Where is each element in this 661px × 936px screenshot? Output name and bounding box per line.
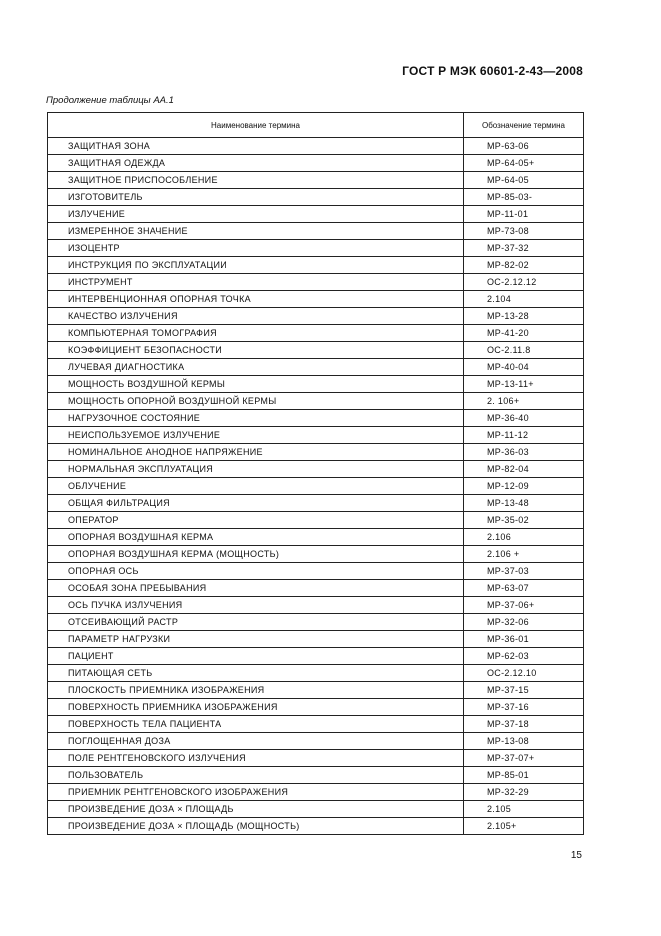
table-row: [48, 274, 584, 291]
term-designation-cell: МР-85-01: [464, 767, 584, 784]
table-row: [48, 597, 584, 614]
term-name-cell: ЗАЩИТНАЯ ЗОНА: [48, 138, 464, 155]
term-designation-cell: МР-13-28: [464, 308, 584, 325]
term-designation-cell: МР-13-11+: [464, 376, 584, 393]
table-row: [48, 818, 584, 835]
term-designation-cell: МР-12-09: [464, 478, 584, 495]
term-name-cell: КОЭФФИЦИЕНТ БЕЗОПАСНОСТИ: [48, 342, 464, 359]
term-name-cell: КОМПЬЮТЕРНАЯ ТОМОГРАФИЯ: [48, 325, 464, 342]
term-name-cell: ИНТЕРВЕНЦИОННАЯ ОПОРНАЯ ТОЧКА: [48, 291, 464, 308]
term-name-cell: ПОВЕРХНОСТЬ ПРИЕМНИКА ИЗОБРАЖЕНИЯ: [48, 699, 464, 716]
table-row: [48, 410, 584, 427]
table-row: [48, 716, 584, 733]
term-designation-cell: МР-13-08: [464, 733, 584, 750]
term-name-cell: ПРОИЗВЕДЕНИЕ ДОЗА × ПЛОЩАДЬ (МОЩНОСТЬ): [48, 818, 464, 835]
table-row: [48, 563, 584, 580]
table-row: [48, 138, 584, 155]
table-row: [48, 155, 584, 172]
term-name-cell: МОЩНОСТЬ ВОЗДУШНОЙ КЕРМЫ: [48, 376, 464, 393]
term-designation-cell: МР-41-20: [464, 325, 584, 342]
table-row: [48, 223, 584, 240]
table-row: [48, 682, 584, 699]
column-header-term-name: Наименование термина: [48, 113, 464, 138]
term-name-cell: ОПОРНАЯ ВОЗДУШНАЯ КЕРМА (МОЩНОСТЬ): [48, 546, 464, 563]
table-row: [48, 291, 584, 308]
term-name-cell: ИЗМЕРЕННОЕ ЗНАЧЕНИЕ: [48, 223, 464, 240]
table-row: [48, 580, 584, 597]
term-designation-cell: МР-63-06: [464, 138, 584, 155]
term-name-cell: ПЛОСКОСТЬ ПРИЕМНИКА ИЗОБРАЖЕНИЯ: [48, 682, 464, 699]
term-name-cell: ИЗОЦЕНТР: [48, 240, 464, 257]
term-designation-cell: 2. 106+: [464, 393, 584, 410]
term-designation-cell: МР-37-18: [464, 716, 584, 733]
term-designation-cell: МР-63-07: [464, 580, 584, 597]
table-row: [48, 206, 584, 223]
term-designation-cell: ОС-2.11.8: [464, 342, 584, 359]
term-designation-cell: МР-13-48: [464, 495, 584, 512]
term-designation-cell: МР-82-02: [464, 257, 584, 274]
term-name-cell: ПОГЛОЩЕННАЯ ДОЗА: [48, 733, 464, 750]
term-designation-cell: МР-64-05: [464, 172, 584, 189]
table-row: [48, 784, 584, 801]
table-row: [48, 495, 584, 512]
term-designation-cell: ОС-2.12.10: [464, 665, 584, 682]
term-name-cell: ОСОБАЯ ЗОНА ПРЕБЫВАНИЯ: [48, 580, 464, 597]
table-row: [48, 342, 584, 359]
document-standard-header: ГОСТ Р МЭК 60601-2-43—2008: [402, 64, 583, 78]
table-row: [48, 546, 584, 563]
term-designation-cell: МР-37-06+: [464, 597, 584, 614]
table-row: [48, 257, 584, 274]
term-designation-cell: МР-11-12: [464, 427, 584, 444]
term-designation-cell: МР-62-03: [464, 648, 584, 665]
table-row: [48, 444, 584, 461]
term-designation-cell: МР-82-04: [464, 461, 584, 478]
table-row: [48, 189, 584, 206]
term-designation-cell: 2.104: [464, 291, 584, 308]
table-row: [48, 614, 584, 631]
term-name-cell: ОПЕРАТОР: [48, 512, 464, 529]
term-name-cell: НОМИНАЛЬНОЕ АНОДНОЕ НАПРЯЖЕНИЕ: [48, 444, 464, 461]
table-row: [48, 393, 584, 410]
table-row: [48, 648, 584, 665]
term-name-cell: ОБЩАЯ ФИЛЬТРАЦИЯ: [48, 495, 464, 512]
term-designation-cell: МР-36-40: [464, 410, 584, 427]
term-name-cell: ЗАЩИТНАЯ ОДЕЖДА: [48, 155, 464, 172]
term-name-cell: ИЗГОТОВИТЕЛЬ: [48, 189, 464, 206]
term-name-cell: ПРИЕМНИК РЕНТГЕНОВСКОГО ИЗОБРАЖЕНИЯ: [48, 784, 464, 801]
table-row: [48, 631, 584, 648]
term-name-cell: КАЧЕСТВО ИЗЛУЧЕНИЯ: [48, 308, 464, 325]
term-designation-cell: ОС-2.12.12: [464, 274, 584, 291]
term-designation-cell: МР-36-03: [464, 444, 584, 461]
term-name-cell: ПИТАЮЩАЯ СЕТЬ: [48, 665, 464, 682]
terms-table: [47, 112, 584, 835]
term-name-cell: ОПОРНАЯ ВОЗДУШНАЯ КЕРМА: [48, 529, 464, 546]
term-name-cell: ИЗЛУЧЕНИЕ: [48, 206, 464, 223]
term-designation-cell: МР-64-05+: [464, 155, 584, 172]
table-row: [48, 512, 584, 529]
term-name-cell: ИНСТРУМЕНТ: [48, 274, 464, 291]
term-name-cell: ПАЦИЕНТ: [48, 648, 464, 665]
term-name-cell: МОЩНОСТЬ ОПОРНОЙ ВОЗДУШНОЙ КЕРМЫ: [48, 393, 464, 410]
term-designation-cell: МР-85-03-: [464, 189, 584, 206]
term-name-cell: ОПОРНАЯ ОСЬ: [48, 563, 464, 580]
term-designation-cell: МР-37-32: [464, 240, 584, 257]
table-row: [48, 767, 584, 784]
term-designation-cell: МР-36-01: [464, 631, 584, 648]
term-designation-cell: МР-37-07+: [464, 750, 584, 767]
term-designation-cell: МР-37-16: [464, 699, 584, 716]
table-row: [48, 529, 584, 546]
table-row: [48, 376, 584, 393]
term-name-cell: ПОЛЬЗОВАТЕЛЬ: [48, 767, 464, 784]
term-designation-cell: МР-37-03: [464, 563, 584, 580]
term-name-cell: НОРМАЛЬНАЯ ЭКСПЛУАТАЦИЯ: [48, 461, 464, 478]
table-row: [48, 750, 584, 767]
column-header-term-designation: Обозначение термина: [464, 113, 584, 138]
term-name-cell: ЛУЧЕВАЯ ДИАГНОСТИКА: [48, 359, 464, 376]
table-row: [48, 733, 584, 750]
term-designation-cell: МР-37-15: [464, 682, 584, 699]
table-row: [48, 461, 584, 478]
table-row: [48, 665, 584, 682]
term-name-cell: ИНСТРУКЦИЯ ПО ЭКСПЛУАТАЦИИ: [48, 257, 464, 274]
term-designation-cell: 2.106 +: [464, 546, 584, 563]
term-designation-cell: МР-11-01: [464, 206, 584, 223]
terms-table-body: [48, 138, 584, 835]
term-name-cell: НЕИСПОЛЬЗУЕМОЕ ИЗЛУЧЕНИЕ: [48, 427, 464, 444]
table-row: [48, 172, 584, 189]
term-designation-cell: 2.105: [464, 801, 584, 818]
term-name-cell: ОБЛУЧЕНИЕ: [48, 478, 464, 495]
term-designation-cell: 2.105+: [464, 818, 584, 835]
table-row: [48, 240, 584, 257]
term-designation-cell: МР-32-06: [464, 614, 584, 631]
term-name-cell: ПОВЕРХНОСТЬ ТЕЛА ПАЦИЕНТА: [48, 716, 464, 733]
term-name-cell: ПОЛЕ РЕНТГЕНОВСКОГО ИЗЛУЧЕНИЯ: [48, 750, 464, 767]
term-designation-cell: МР-32-29: [464, 784, 584, 801]
table-row: [48, 325, 584, 342]
table-header-row: [48, 113, 584, 138]
term-name-cell: НАГРУЗОЧНОЕ СОСТОЯНИЕ: [48, 410, 464, 427]
term-name-cell: ОТСЕИВАЮЩИЙ РАСТР: [48, 614, 464, 631]
term-name-cell: ПРОИЗВЕДЕНИЕ ДОЗА × ПЛОЩАДЬ: [48, 801, 464, 818]
page-number: 15: [570, 850, 582, 861]
table-row: [48, 478, 584, 495]
term-name-cell: ОСЬ ПУЧКА ИЗЛУЧЕНИЯ: [48, 597, 464, 614]
term-name-cell: ЗАЩИТНОЕ ПРИСПОСОБЛЕНИЕ: [48, 172, 464, 189]
term-designation-cell: МР-35-02: [464, 512, 584, 529]
table-row: [48, 359, 584, 376]
table-row: [48, 427, 584, 444]
term-designation-cell: 2.106: [464, 529, 584, 546]
term-name-cell: ПАРАМЕТР НАГРУЗКИ: [48, 631, 464, 648]
term-designation-cell: МР-40-04: [464, 359, 584, 376]
term-designation-cell: МР-73-08: [464, 223, 584, 240]
table-row: [48, 801, 584, 818]
table-row: [48, 308, 584, 325]
table-row: [48, 699, 584, 716]
table-caption: Продолжение таблицы АА.1: [46, 95, 174, 106]
